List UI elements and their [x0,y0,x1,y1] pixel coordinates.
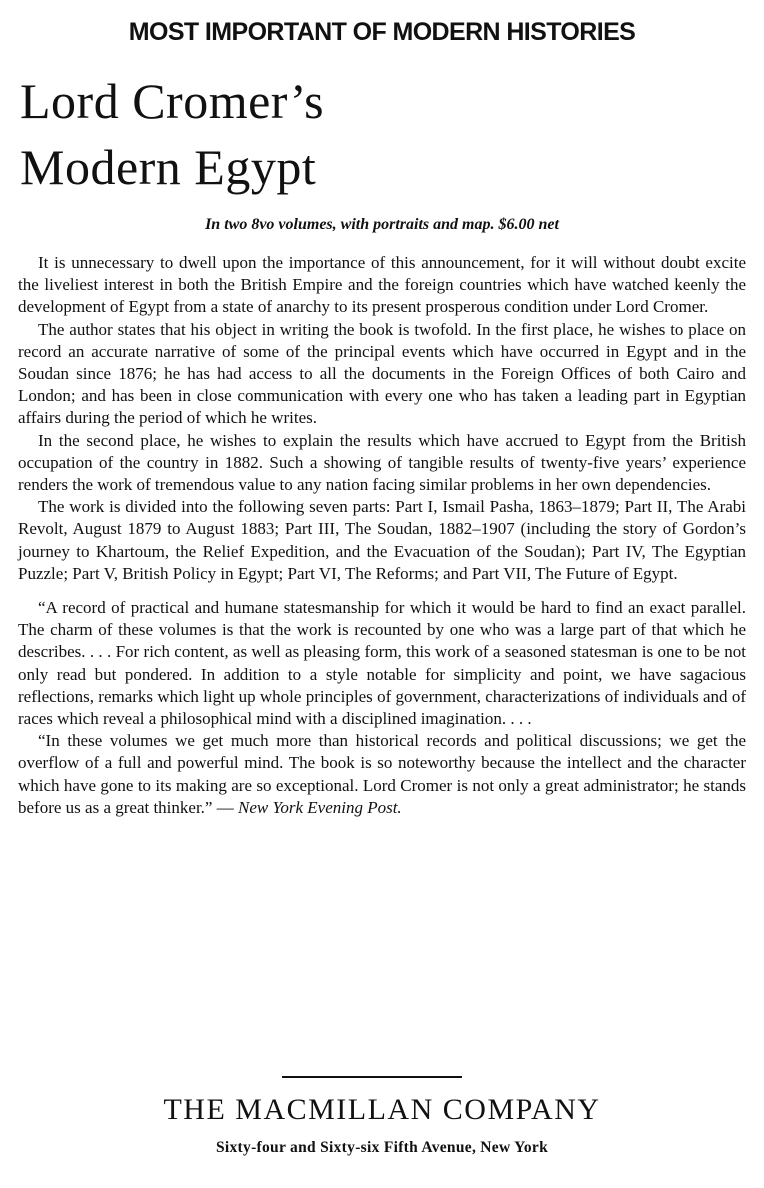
article-body [18,252,746,819]
publisher-address: Sixty-four and Sixty-six Fifth Avenue, New York [215,1139,548,1156]
kicker-headline: MOST IMPORTANT OF MODERN HISTORIES [128,18,636,46]
paragraph-announcement: It is unnecessary to dwell upon the importance of this announcement, for it will without doubt excite the liveliest interest in both the British Empire and the foreign countries which have watched keenly the development of Egypt from a state of anarchy to its present prosperous condition under Lord Cromer. [18,253,746,317]
book-title-line-1: Lord Cromer’s [20,73,325,129]
review-quote-1: “A record of practical and humane statesmanship for which it would be hard to find an exact parallel. The charm of these volumes is that the work is recounted by one who was a large part of that which he describes. . . . For rich content, as well as pleasing form, this work of a seasoned statesman is one to be not only read but pondered. In addition to a style notable for simplicity and point, we have sagacious reflections, remarks which light up whole principles of government, characterizations of individuals and of races which reveal a philosophical mind with a disciplined imagination. . . . [18,598,746,729]
publisher-name: THE MACMILLAN COMPANY [163,1093,601,1126]
paragraph-second-place: In the second place, he wishes to explain the results which have accrued to Egypt from the British occupation of the country in 1882. Such a showing of tangible results of twenty-five years’ experience renders the work of tremendous value to any nation facing similar problems in her own dependencies. [18,430,746,495]
divider-rule [282,1076,462,1078]
book-title-line-2: Modern Egypt [20,139,317,195]
review-quote-2-text: “In these volumes we get much more than historical records and political discussions; we get the overflow of a full and powerful mind. The book is so noteworthy because the intellect and the character which have gone to its making are so exceptional. Lord Cromer is not only a great administrator; he stands before us as a great thinker.” — [18,731,746,817]
paragraph-seven-parts: The work is divided into the following seven parts: Part I, Ismail Pasha, 1863–1879; Part II, The Arabi Revolt, August 1879 to August 1883; Part III, The Soudan, 1882–1907 (including the story of Gordon’s journey to Khartoum, the Relief Expedition, and the Evacuation of the Soudan); Part IV, The Egyptian Puzzle; Part V, British Policy in Egypt; Part VI, The Reforms; and Part VII, The Future of Egypt. [18,497,746,583]
review-source: New York Evening Post. [237,797,402,817]
review-quote-2 [18,730,746,819]
paragraph-author-object: The author states that his object in writing the book is twofold. In the first place, he wishes to place on record an accurate narrative of some of the principal events which have occurred in Egypt and in the Soudan since 1876; he has had access to all the documents in the Foreign Offices of both Cairo and London; and has been in close communication with every one who has taken a leading part in Egyptian affairs during the period of which he writes. [18,319,746,428]
edition-price-line: In two 8vo volumes, with portraits and map. $6.00 net [205,216,559,233]
